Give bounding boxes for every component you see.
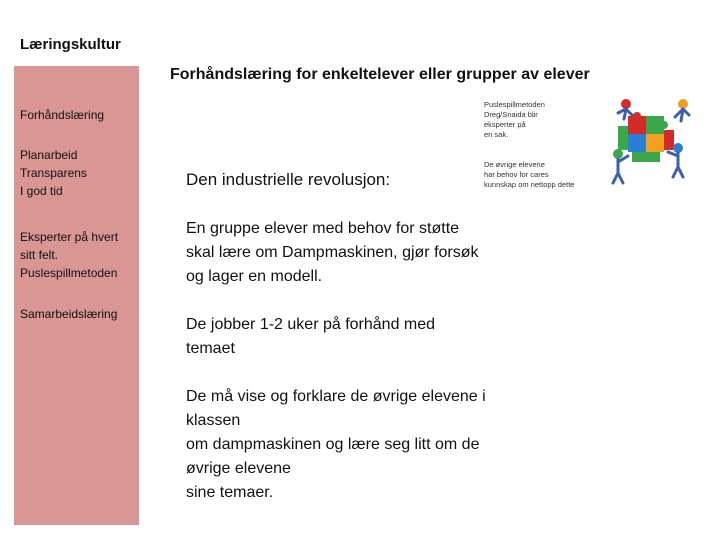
paragraph-line: om dampmaskinen og lære seg litt om de [186,436,480,453]
sidebar-item-forhandslaering: Forhåndslæring [20,108,105,122]
puzzle-illustration [478,96,698,206]
sidebar-item-planarbeid [20,146,87,200]
paragraph-line: øvrige elevene [186,460,291,477]
caption-line: kunnskap om nettopp dette [484,180,575,189]
sidebar-item-samarbeidslaering: Samarbeidslæring [20,307,118,321]
caption-line: en sak. [484,130,509,139]
paragraph-line: En gruppe elever med behov for støtte [186,220,460,237]
paragraph-line: sine temaer. [186,484,274,501]
illustration-caption-2 [484,160,574,190]
paragraph-line: temaet [186,340,235,357]
caption-line: har behov for cares [484,170,549,179]
caption-line: eksperter på [484,120,526,129]
caption-line: Dreg/Snaida blir [484,110,538,119]
sidebar-line: sitt felt. [20,248,59,262]
content-paragraph-2 [186,313,435,361]
sidebar-item-eksperter [20,228,118,282]
paragraph-line: De jobber 1-2 uker på forhånd med [186,316,436,333]
content-paragraph-3 [186,385,486,505]
sidebar-line: Transparens [20,166,87,180]
content-heading: Den industrielle revolusjon: [186,170,391,189]
page-subtitle: Forhåndslæring for enkeltelever eller grupper av elever [170,66,590,83]
illustration-caption-1 [484,100,545,140]
paragraph-line: De må vise og forklare de øvrige elevene i [186,388,486,405]
sidebar-line: Eksperter på hvert [20,230,119,244]
caption-line: De øvrige elevene [484,160,545,169]
paragraph-line: klassen [186,412,241,429]
paragraph-line: skal lære om Dampmaskinen, gjør forsøk [186,244,479,261]
people-puzzle-icon [588,96,698,196]
paragraph-line: og lager en modell. [186,268,323,285]
sidebar-panel [14,66,139,525]
page-title: Læringskultur [20,36,121,53]
caption-line: Puslespillmetoden [484,100,545,109]
sidebar-line: Puslespillmetoden [20,266,118,280]
content-paragraph-1 [186,217,479,289]
sidebar-line: I god tid [20,184,63,198]
sidebar-line: Planarbeid [20,148,78,162]
